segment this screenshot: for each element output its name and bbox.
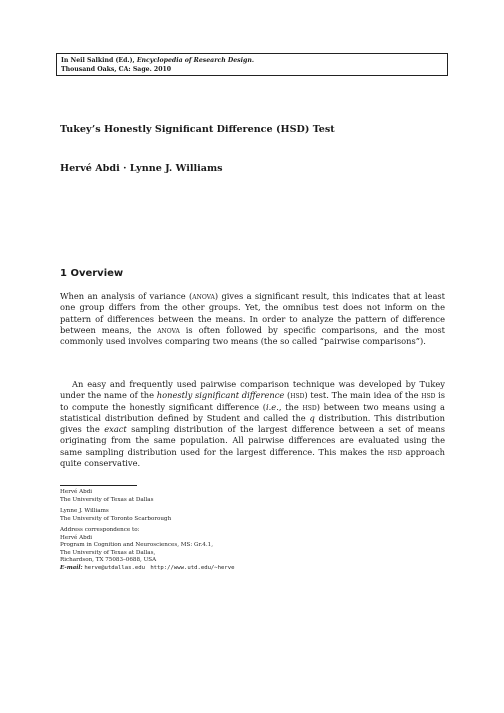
text-run: is to compute the honestly significant difference ( (60, 390, 446, 412)
text-run: An easy and frequently used pairwise comparison technique was developed by Tukey under the name of the (60, 379, 445, 401)
citation-line-2: Thousand Oaks, CA: Sage. 2010 (61, 66, 172, 73)
acronym-hsd: hsd (421, 390, 436, 401)
paper-title: Tukey’s Honestly Significant Difference (HSD) Test (60, 124, 335, 135)
acronym-hsd: hsd (387, 446, 402, 457)
text-run: , the (278, 401, 303, 412)
footnote-affiliation: The University of Toronto Scarborough (60, 515, 172, 522)
text-run: ( (284, 390, 291, 401)
section-heading: 1 Overview (60, 268, 124, 279)
emphasis-exact: exact (104, 424, 127, 435)
text-run: ) between two means using a statistical distribution defined by Student and called the (60, 401, 446, 423)
footnote-name: Lynne J. Williams (60, 508, 109, 514)
footnote-contact (60, 565, 235, 573)
footnote-name: Hervé Abdi (60, 489, 93, 495)
citation-book-title: Encyclopedia of Research Design. (136, 57, 254, 64)
citation-line-1 (61, 56, 443, 65)
acronym-hsd: hsd (302, 401, 317, 412)
footnote-name: Hervé Abdi (60, 534, 93, 541)
paragraph-2 (60, 379, 445, 469)
footnote-address: Program in Cognition and Neurosciences, MS: Gr.4.1, (60, 542, 213, 548)
website-link[interactable]: http://www.utd.edu/∼herve (150, 564, 235, 571)
symbol-q: q (309, 412, 315, 423)
text-run: is often followed by specific comparisons, and the most commonly used involves comparing two means (the so called “pairwise comparisons”). (60, 324, 445, 347)
footnote-rule (60, 485, 137, 486)
acronym-anova: anova (192, 291, 215, 301)
text-run: ) gives a significant result, this indicates that at least one group differs from the other groups. Yet, the omnibus test does not inform on the pattern of differences between the means. In order to analyze the pattern of difference between means, the (60, 291, 445, 335)
text-run: approach quite conservative. (60, 446, 445, 469)
footnote-author-2 (60, 508, 171, 523)
paragraph-1 (60, 291, 445, 347)
text-run: When an analysis of variance ( (60, 291, 193, 301)
text-run: ) test. The main idea of the (304, 390, 422, 401)
citation-box (56, 53, 448, 76)
footnote-author-1 (60, 489, 153, 504)
footnote-correspondence (60, 527, 235, 572)
footnote-corr-label: Address correspondence to: (60, 527, 140, 533)
footnote-address: The University of Texas at Dallas, (60, 549, 156, 556)
text-run: sampling distribution of the largest difference between a set of means originating from the same population. All pairwise differences are evaluated using the same sampling distribution used for the largest difference. This makes the (60, 424, 445, 457)
acronym-hsd: hsd (290, 390, 305, 401)
email-label: E-mail: (60, 564, 83, 571)
text-run: distribution. This distribution gives the (60, 412, 446, 435)
emphasis-ie: i.e. (266, 401, 279, 412)
acronym-anova: anova (157, 324, 180, 335)
footnote-affiliation: The University of Texas at Dallas (60, 496, 154, 503)
footnote-address: Richardson, TX 75083–0688, USA (60, 557, 157, 563)
author-list: Hervé Abdi · Lynne J. Williams (60, 163, 223, 174)
citation-editor: In Neil Salkind (Ed.), (61, 57, 135, 64)
emphasis-term: honestly significant difference (156, 390, 285, 401)
email-link[interactable]: herve@utdallas.edu (84, 564, 145, 571)
